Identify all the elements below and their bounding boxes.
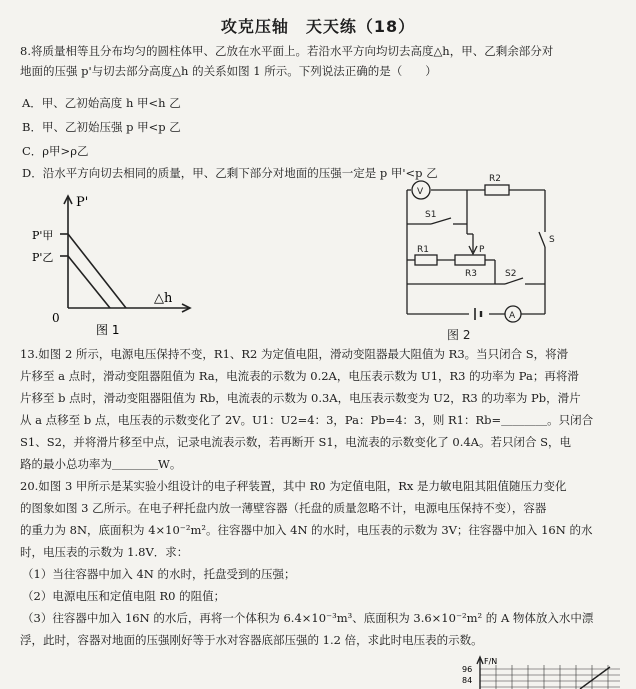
- fig3-tick-84: 84: [462, 676, 473, 685]
- fig2-label-r2: R2: [489, 174, 501, 184]
- fig2-label-s: S: [549, 235, 555, 245]
- fig2-r2: [485, 185, 509, 195]
- q8-stem-line-2: 地面的压强 p'与切去部分高度△h 的关系如图 1 所示。下列说法正确的是（ ）: [20, 64, 437, 78]
- fig2-label-r3: R3: [465, 269, 477, 279]
- figure-1-graph: [30, 190, 200, 340]
- fig2-label-a: A: [509, 311, 516, 321]
- fig1-y-label: P': [76, 195, 89, 210]
- q8-option-b: B．甲、乙初始压强 p 甲<p 乙: [22, 120, 181, 134]
- q20-line-1: 20.如图 3 甲所示是某实验小组设计的电子秤装置，其中 R0 为定值电阻，Rx 是力敏电阻其阻值随压力变化: [20, 479, 567, 493]
- figure-2-circuit: [395, 172, 570, 344]
- q8-stem-line-1: 8.将质量相等且分布均匀的圆柱体甲、乙放在水平面上。若沿水平方向均切去高度△h，甲、乙剩余部分对: [20, 44, 554, 58]
- q20-line-4: 时，电压表的示数为 1.8V．求：: [20, 545, 189, 559]
- q20-sub-1: （1）当往容器中加入 4N 的水时，托盘受到的压强；: [22, 567, 296, 581]
- fig1-tick-label-jia: P'甲: [32, 229, 54, 242]
- fig3-y-label: F/N: [484, 657, 498, 666]
- q13-line-4: 从 a 点移至 b 点，电压表的示数变化了 2V。U1：U2=4：3，Pa：Pb=4：3，则 R1：Rb=＿＿＿＿。只闭合: [20, 413, 594, 427]
- fig1-origin: 0: [52, 311, 60, 325]
- q20-sub-2: （2）电源电压和定值电阻 R0 的阻值；: [22, 589, 226, 603]
- q13-line-1: 13.如图 2 所示，电源电压保持不变，R1、R2 为定值电阻，滑动变阻器最大阻值为 R3。当只闭合 S，将滑: [20, 347, 569, 361]
- fig2-caption: 图 2: [447, 328, 471, 342]
- q20-line-3: 的重力为 8N，底面积为 4×10⁻²m²。往容器中加入 4N 的水时，电压表的示数为 3V；往容器中加入 16N 的水: [20, 523, 593, 537]
- fig1-tick-label-yi: P'乙: [32, 251, 54, 264]
- fig3-tick-96: 96: [462, 665, 473, 674]
- q13-line-6: 路的最小总功率为＿＿＿＿W。: [20, 457, 182, 471]
- fig1-caption: 图 1: [96, 323, 120, 337]
- q20-line-2: 的图象如图 3 乙所示。在电子秤托盘内放一薄壁容器（托盘的质量忽略不计，电源电压保持不变），容器: [20, 501, 547, 515]
- fig2-label-v: V: [417, 187, 424, 197]
- q13-line-5: S1、S2，并将滑片移至中点，记录电流表示数，若再断开 S1，电流表的示数变化了 0.4A。若只闭合 S，电: [20, 435, 572, 449]
- fig2-label-p: P: [479, 245, 485, 255]
- page-title: 攻克压轴 天天练（18）: [220, 17, 416, 36]
- q13-line-2: 片移至 a 点时，滑动变阻器阻值为 Ra，电流表的示数为 0.2A，电压表示数为 U1，R3 的功率为 Pa；再将滑: [20, 369, 579, 383]
- fig2-s-blade: [539, 232, 545, 247]
- q20-sub-3: （3）往容器中加入 16N 的水后，再将一个体积为 6.4×10⁻³m³、底面积为 3.6×10⁻²m² 的 A 物体放入水中漂: [22, 611, 594, 625]
- fig1-x-label: △h: [154, 291, 173, 306]
- q8-option-d: D．沿水平方向切去相同的质量，甲、乙剩下部分对地面的压强一定是 p 甲'<p 乙: [22, 166, 438, 180]
- fig2-label-s2: S2: [505, 269, 517, 279]
- q13-line-3: 片移至 b 点时，滑动变阻器阻值为 Rb，电流表的示数为 0.3A，电压表示数变为 U2，R3 的功率为 Pb，滑片: [20, 391, 581, 405]
- q8-option-c: C．ρ甲>ρ乙: [22, 144, 89, 158]
- q20-last-line: 浮，此时，容器对地面的压强刚好等于水对容器底部压强的 1.2 倍，求此时电压表的示数。: [20, 633, 483, 647]
- q8-option-a: A．甲、乙初始高度 h 甲<h 乙: [22, 96, 181, 110]
- fig2-r3: [455, 255, 485, 265]
- fig2-label-s1: S1: [425, 210, 437, 220]
- fig2-r1: [415, 255, 437, 265]
- fig1-line-jia: [68, 234, 126, 308]
- fig2-label-r1: R1: [417, 245, 429, 255]
- fig1-line-yi: [68, 256, 110, 308]
- figure-3-graph-partial: [460, 655, 630, 689]
